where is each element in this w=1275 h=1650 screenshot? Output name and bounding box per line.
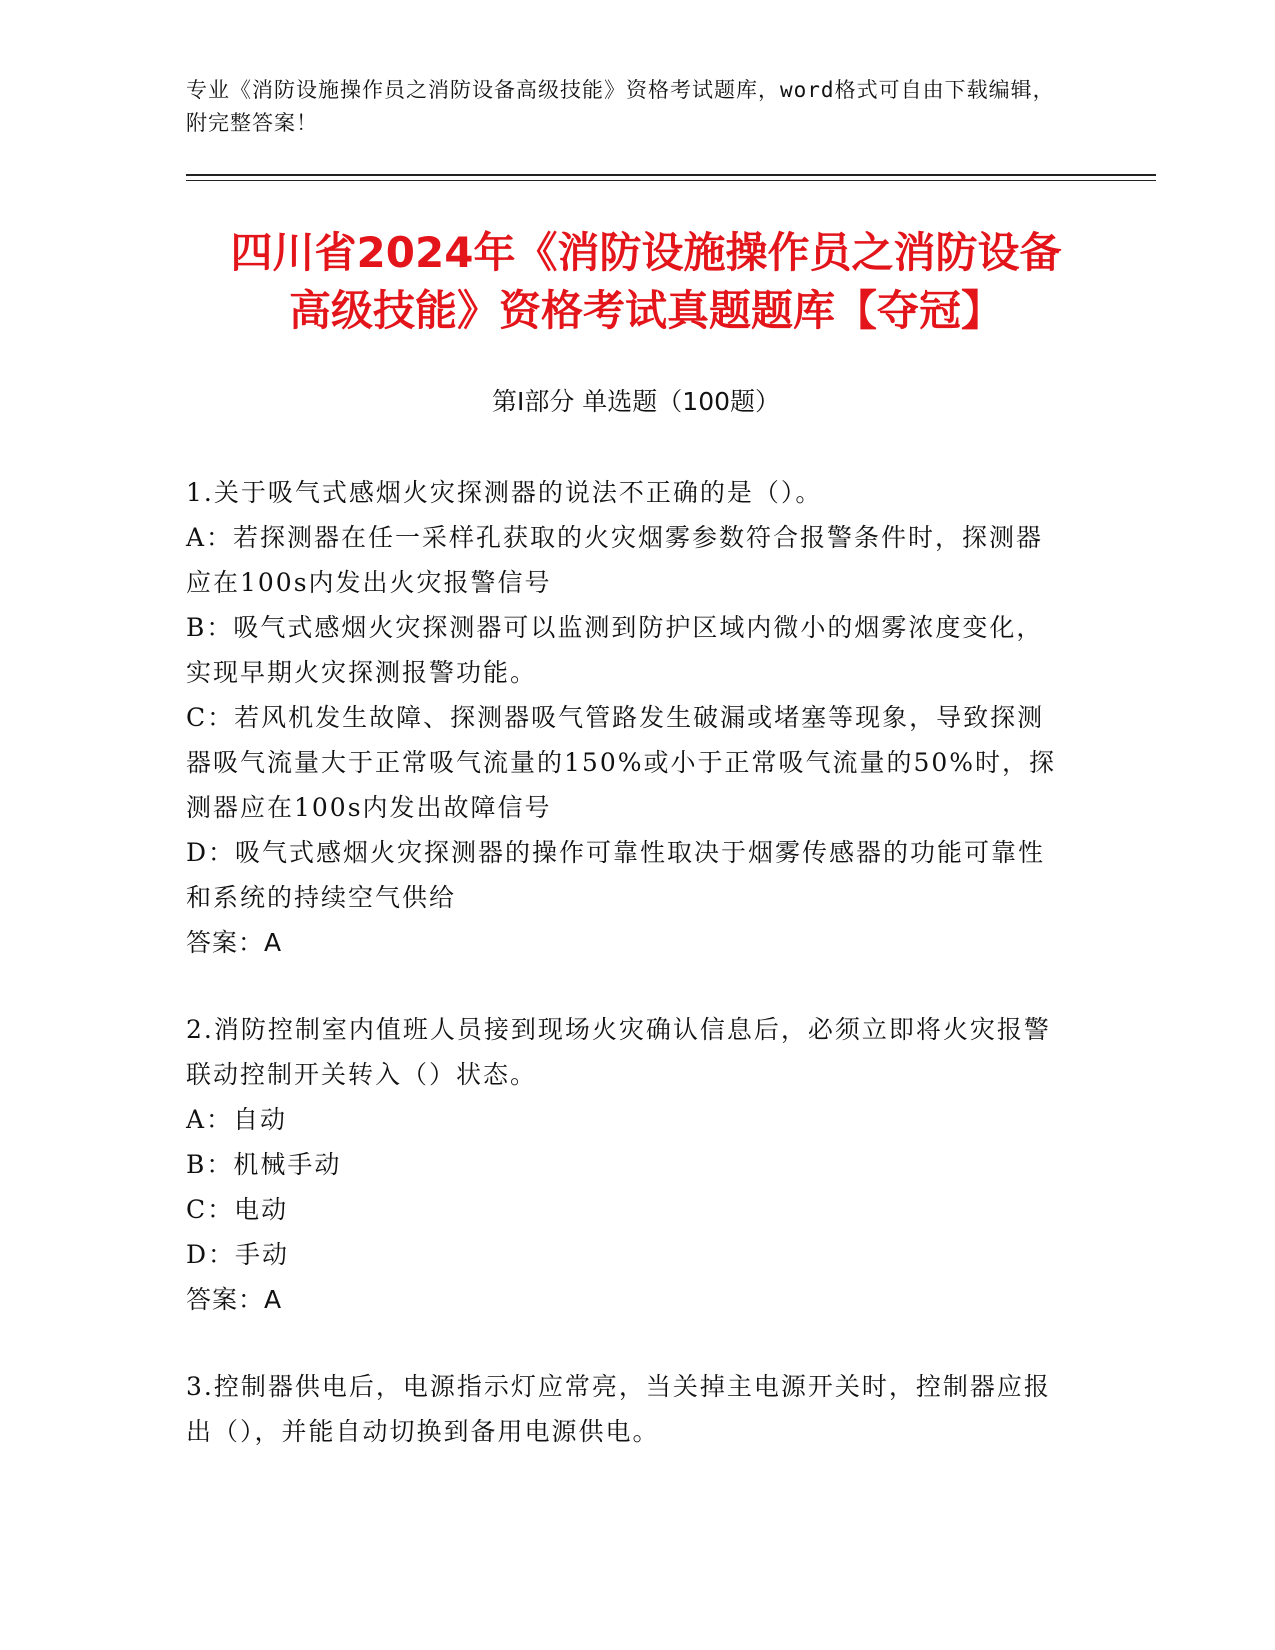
- option-b: B：吸气式感烟火灾探测器可以监测到防护区域内微小的烟雾浓度变化，实现早期火灾探测报警功能。: [186, 613, 1044, 687]
- question-stem: 1.关于吸气式感烟火灾探测器的说法不正确的是（）。: [186, 478, 823, 507]
- question-list: [186, 470, 1066, 1496]
- option-c: C：若风机发生故障、探测器吸气管路发生破漏或堵塞等现象，导致探测器吸气流量大于正常吸气流量的150%或小于正常吸气流量的50%时，探测器应在100s内发出故障信号: [186, 703, 1057, 822]
- document-title: [186, 224, 1106, 340]
- question-2: [186, 1007, 1066, 1322]
- option-c: C：电动: [186, 1195, 289, 1224]
- question-3: [186, 1364, 1066, 1454]
- option-a: A：自动: [186, 1105, 288, 1134]
- question-stem: 2.消防控制室内值班人员接到现场火灾确认信息后，必须立即将火灾报警联动控制开关转入（）状态。: [186, 1015, 1051, 1089]
- option-d: D：吸气式感烟火灾探测器的操作可靠性取决于烟雾传感器的功能可靠性和系统的持续空气供给: [186, 838, 1046, 912]
- option-a: A：若探测器在任一采样孔获取的火灾烟雾参数符合报警条件时，探测器应在100s内发出火灾报警信号: [186, 523, 1044, 597]
- section-title: 第I部分 单选题（100题）: [491, 387, 781, 416]
- header-note: 专业《消防设施操作员之消防设备高级技能》资格考试题库，word格式可自由下载编辑，附完整答案！: [186, 78, 1055, 135]
- answer: 答案：A: [186, 928, 283, 957]
- title-line-2: 高级技能》资格考试真题题库【夺冠】: [288, 286, 1003, 335]
- question-stem: 3.控制器供电后，电源指示灯应常亮，当关掉主电源开关时，控制器应报出（），并能自动切换到备用电源供电。: [186, 1372, 1051, 1446]
- option-b: B：机械手动: [186, 1150, 342, 1179]
- answer: 答案：A: [186, 1285, 283, 1314]
- header-rule: [186, 174, 1156, 176]
- title-line-1: 四川省2024年《消防设施操作员之消防设备: [230, 228, 1062, 277]
- header-rule-thin: [186, 180, 1156, 181]
- option-d: D：手动: [186, 1240, 290, 1269]
- question-1: [186, 470, 1066, 965]
